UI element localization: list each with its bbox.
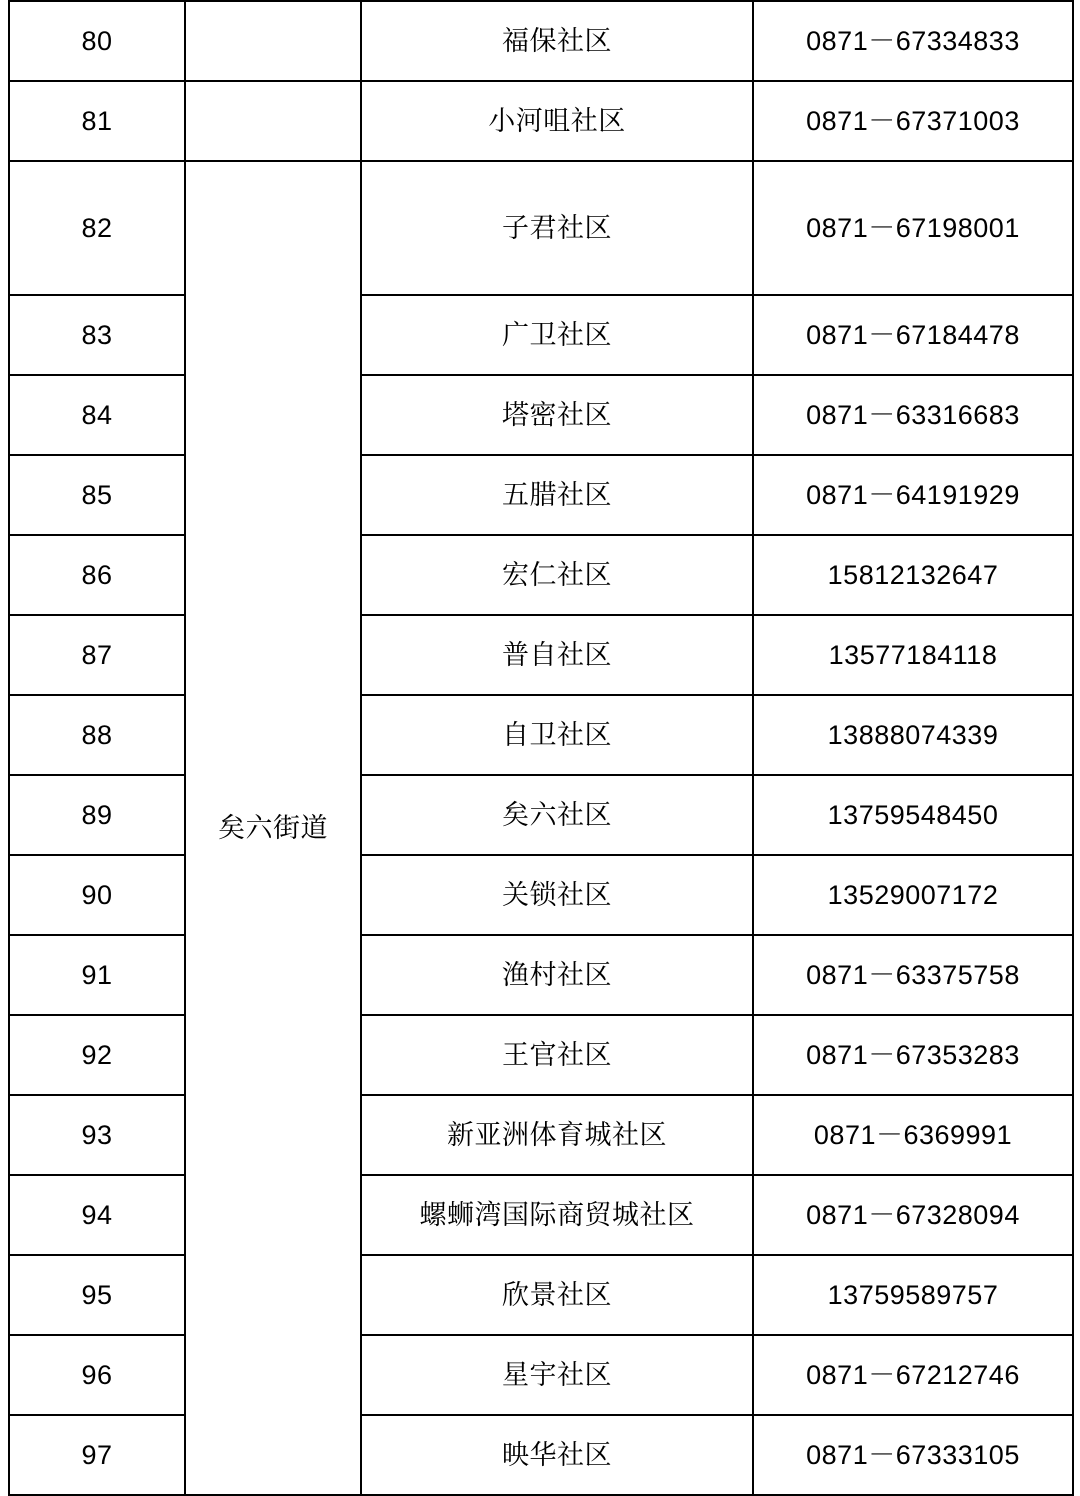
table-row [9,1175,1073,1255]
contact-phone: 13529007172 [753,855,1073,935]
row-index: 82 [9,161,185,295]
community-name: 渔村社区 [361,935,753,1015]
row-index: 94 [9,1175,185,1255]
contact-phone: 15812132647 [753,535,1073,615]
row-index: 86 [9,535,185,615]
contact-phone: 13888074339 [753,695,1073,775]
community-contact-table [8,0,1074,1496]
community-name: 欣景社区 [361,1255,753,1335]
community-name: 映华社区 [361,1415,753,1495]
contact-phone: 0871－67328094 [753,1175,1073,1255]
table-row [9,775,1073,855]
contact-phone: 13577184118 [753,615,1073,695]
row-index: 97 [9,1415,185,1495]
community-name: 王官社区 [361,1015,753,1095]
contact-phone: 0871－67212746 [753,1335,1073,1415]
community-name: 子君社区 [361,161,753,295]
community-name: 宏仁社区 [361,535,753,615]
row-index: 92 [9,1015,185,1095]
contact-phone: 0871－67334833 [753,1,1073,81]
row-index: 84 [9,375,185,455]
row-index: 80 [9,1,185,81]
community-name: 广卫社区 [361,295,753,375]
contact-phone: 13759589757 [753,1255,1073,1335]
contact-phone: 0871－67353283 [753,1015,1073,1095]
street-blank-cell [185,1,361,81]
community-name: 螺蛳湾国际商贸城社区 [361,1175,753,1255]
row-index: 85 [9,455,185,535]
contact-phone: 0871－67198001 [753,161,1073,295]
table-row [9,375,1073,455]
table-row [9,295,1073,375]
table-row [9,935,1073,1015]
community-name: 关锁社区 [361,855,753,935]
contact-phone: 0871－6369991 [753,1095,1073,1175]
contact-phone: 0871－67184478 [753,295,1073,375]
community-name: 普自社区 [361,615,753,695]
community-name: 塔密社区 [361,375,753,455]
table-row [9,615,1073,695]
table-row [9,1,1073,81]
contact-phone: 0871－67371003 [753,81,1073,161]
contact-phone: 0871－67333105 [753,1415,1073,1495]
community-name: 福保社区 [361,1,753,81]
community-name: 矣六社区 [361,775,753,855]
row-index: 91 [9,935,185,1015]
table-row [9,161,1073,295]
row-index: 90 [9,855,185,935]
row-index: 95 [9,1255,185,1335]
table-row [9,1335,1073,1415]
street-blank-cell [185,81,361,161]
community-name: 五腊社区 [361,455,753,535]
table-row [9,1255,1073,1335]
street-group-label: 矣六街道 [185,161,361,1495]
table-row [9,81,1073,161]
table-row [9,1095,1073,1175]
community-name: 星宇社区 [361,1335,753,1415]
table-row [9,535,1073,615]
table-row [9,455,1073,535]
table-row [9,1015,1073,1095]
table-body [9,1,1073,1495]
row-index: 88 [9,695,185,775]
row-index: 89 [9,775,185,855]
table-row [9,1415,1073,1495]
contact-phone: 13759548450 [753,775,1073,855]
table-row [9,695,1073,775]
contact-phone: 0871－63375758 [753,935,1073,1015]
row-index: 96 [9,1335,185,1415]
community-name: 小河咀社区 [361,81,753,161]
row-index: 93 [9,1095,185,1175]
contact-phone: 0871－64191929 [753,455,1073,535]
row-index: 83 [9,295,185,375]
community-name: 自卫社区 [361,695,753,775]
contact-phone: 0871－63316683 [753,375,1073,455]
community-name: 新亚洲体育城社区 [361,1095,753,1175]
row-index: 87 [9,615,185,695]
row-index: 81 [9,81,185,161]
table-row [9,855,1073,935]
